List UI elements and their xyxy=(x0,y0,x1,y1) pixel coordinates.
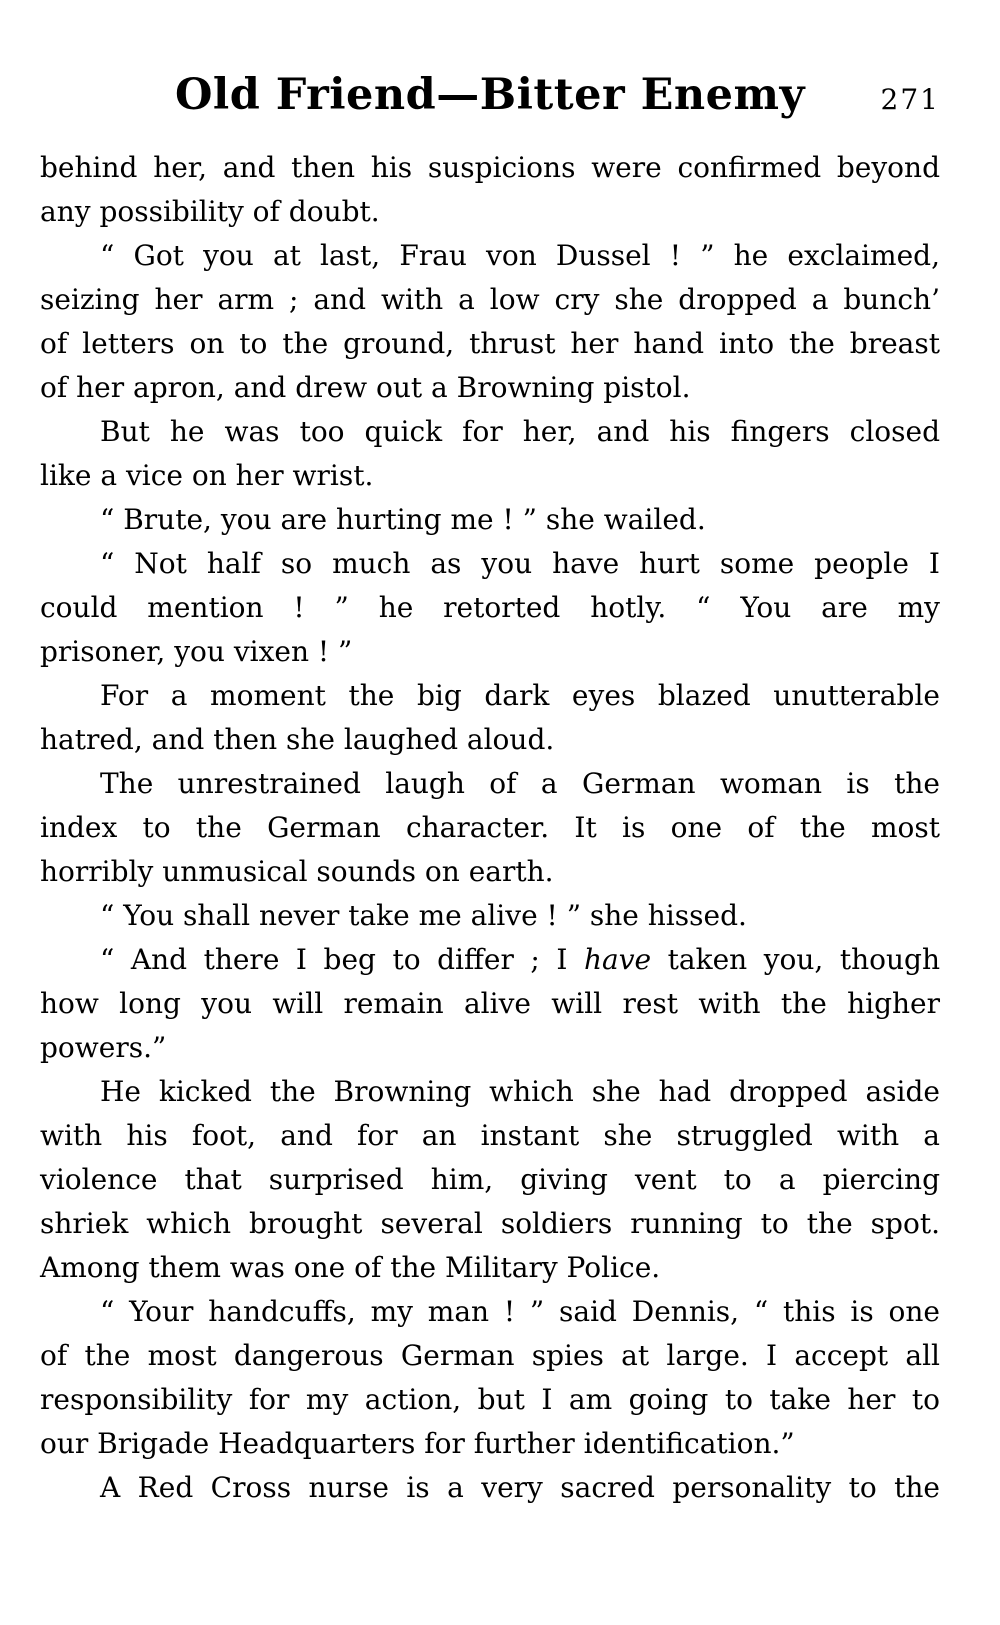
text-line xyxy=(40,982,940,1026)
text-line xyxy=(40,1378,940,1422)
text-line xyxy=(40,674,940,718)
text-segment: Among them was one of the Military Police. xyxy=(40,1251,661,1284)
text-line xyxy=(40,718,940,762)
text-segment: violence that surprised him, giving vent to a piercing xyxy=(40,1163,940,1196)
text-segment: our Brigade Headquarters for further identification.” xyxy=(40,1427,795,1460)
paragraph xyxy=(40,894,940,938)
text-segment: “ Brute, you are hurting me ! ” she wailed. xyxy=(100,503,706,536)
text-line xyxy=(40,894,940,938)
text-segment: “ You shall never take me alive ! ” she hissed. xyxy=(100,899,747,932)
text-segment: hatred, and then she laughed aloud. xyxy=(40,723,555,756)
text-line xyxy=(40,498,940,542)
text-segment: seizing her arm ; and with a low cry she dropped a bunch’ xyxy=(40,283,940,316)
paragraph xyxy=(40,1466,940,1510)
text-segment: like a vice on her wrist. xyxy=(40,459,374,492)
text-segment: “ And there I beg to differ ; I xyxy=(100,943,584,976)
paragraph xyxy=(40,498,940,542)
text-segment: how long you will remain alive will rest with the higher xyxy=(40,987,940,1020)
text-segment: “ Got you at last, Frau von Dussel ! ” he exclaimed, xyxy=(100,239,940,272)
paragraph xyxy=(40,1070,940,1290)
text-block xyxy=(40,0,940,1510)
text-segment: “ Your handcuffs, my man ! ” said Dennis, “ this is one xyxy=(100,1295,940,1328)
text-line xyxy=(40,454,940,498)
page-body xyxy=(40,146,940,1510)
paragraph xyxy=(40,762,940,894)
text-line xyxy=(40,1158,940,1202)
text-segment: A Red Cross nurse is a very sacred personality to the xyxy=(100,1471,940,1504)
paragraph xyxy=(40,938,940,1070)
text-segment: The unrestrained laugh of a German woman is the xyxy=(100,767,940,800)
paragraph xyxy=(40,674,940,762)
paragraph xyxy=(40,234,940,410)
text-line xyxy=(40,1246,940,1290)
text-line xyxy=(40,938,940,982)
text-segment: prisoner, you vixen ! ” xyxy=(40,635,353,668)
text-segment: with his foot, and for an instant she struggled with a xyxy=(40,1119,940,1152)
text-line xyxy=(40,1202,940,1246)
paragraph xyxy=(40,542,940,674)
text-segment: shriek which brought several soldiers running to the spot. xyxy=(40,1207,940,1240)
text-line xyxy=(40,542,940,586)
text-line xyxy=(40,146,940,190)
text-line xyxy=(40,1026,940,1070)
text-line xyxy=(40,1466,940,1510)
text-line xyxy=(40,1422,940,1466)
text-segment: of the most dangerous German spies at large. I accept all xyxy=(40,1339,940,1372)
page-header xyxy=(40,70,940,120)
text-segment: “ Not half so much as you have hurt some people I xyxy=(100,547,940,580)
text-segment: behind her, and then his suspicions were confirmed beyond xyxy=(40,151,940,184)
text-line xyxy=(40,762,940,806)
text-line xyxy=(40,322,940,366)
text-segment: horribly unmusical sounds on earth. xyxy=(40,855,554,888)
text-line xyxy=(40,190,940,234)
text-line xyxy=(40,410,940,454)
text-line xyxy=(40,1290,940,1334)
text-line xyxy=(40,1070,940,1114)
text-segment: of letters on to the ground, thrust her hand into the breast xyxy=(40,327,940,360)
text-line xyxy=(40,1334,940,1378)
text-line xyxy=(40,234,940,278)
text-line xyxy=(40,586,940,630)
text-line xyxy=(40,806,940,850)
text-segment: any possibility of doubt. xyxy=(40,195,380,228)
text-line xyxy=(40,1114,940,1158)
italic-text: have xyxy=(583,943,652,976)
paragraph xyxy=(40,410,940,498)
text-line xyxy=(40,850,940,894)
paragraph xyxy=(40,146,940,234)
text-line xyxy=(40,366,940,410)
text-line xyxy=(40,278,940,322)
text-line xyxy=(40,630,940,674)
running-header-title: Old Friend—Bitter Enemy xyxy=(174,70,806,120)
text-segment: But he was too quick for her, and his fingers closed xyxy=(100,415,940,448)
paragraph xyxy=(40,1290,940,1466)
text-segment: He kicked the Browning which she had dropped aside xyxy=(100,1075,940,1108)
text-segment: powers.” xyxy=(40,1031,167,1064)
text-segment: index to the German character. It is one of the most xyxy=(40,811,940,844)
text-segment: taken you, though xyxy=(651,943,940,976)
text-segment: could mention ! ” he retorted hotly. “ You are my xyxy=(40,591,940,624)
page-number: 271 xyxy=(880,83,940,116)
text-segment: responsibility for my action, but I am going to take her to xyxy=(40,1383,940,1416)
text-segment: For a moment the big dark eyes blazed unutterable xyxy=(100,679,940,712)
text-segment: of her apron, and drew out a Browning pistol. xyxy=(40,371,691,404)
